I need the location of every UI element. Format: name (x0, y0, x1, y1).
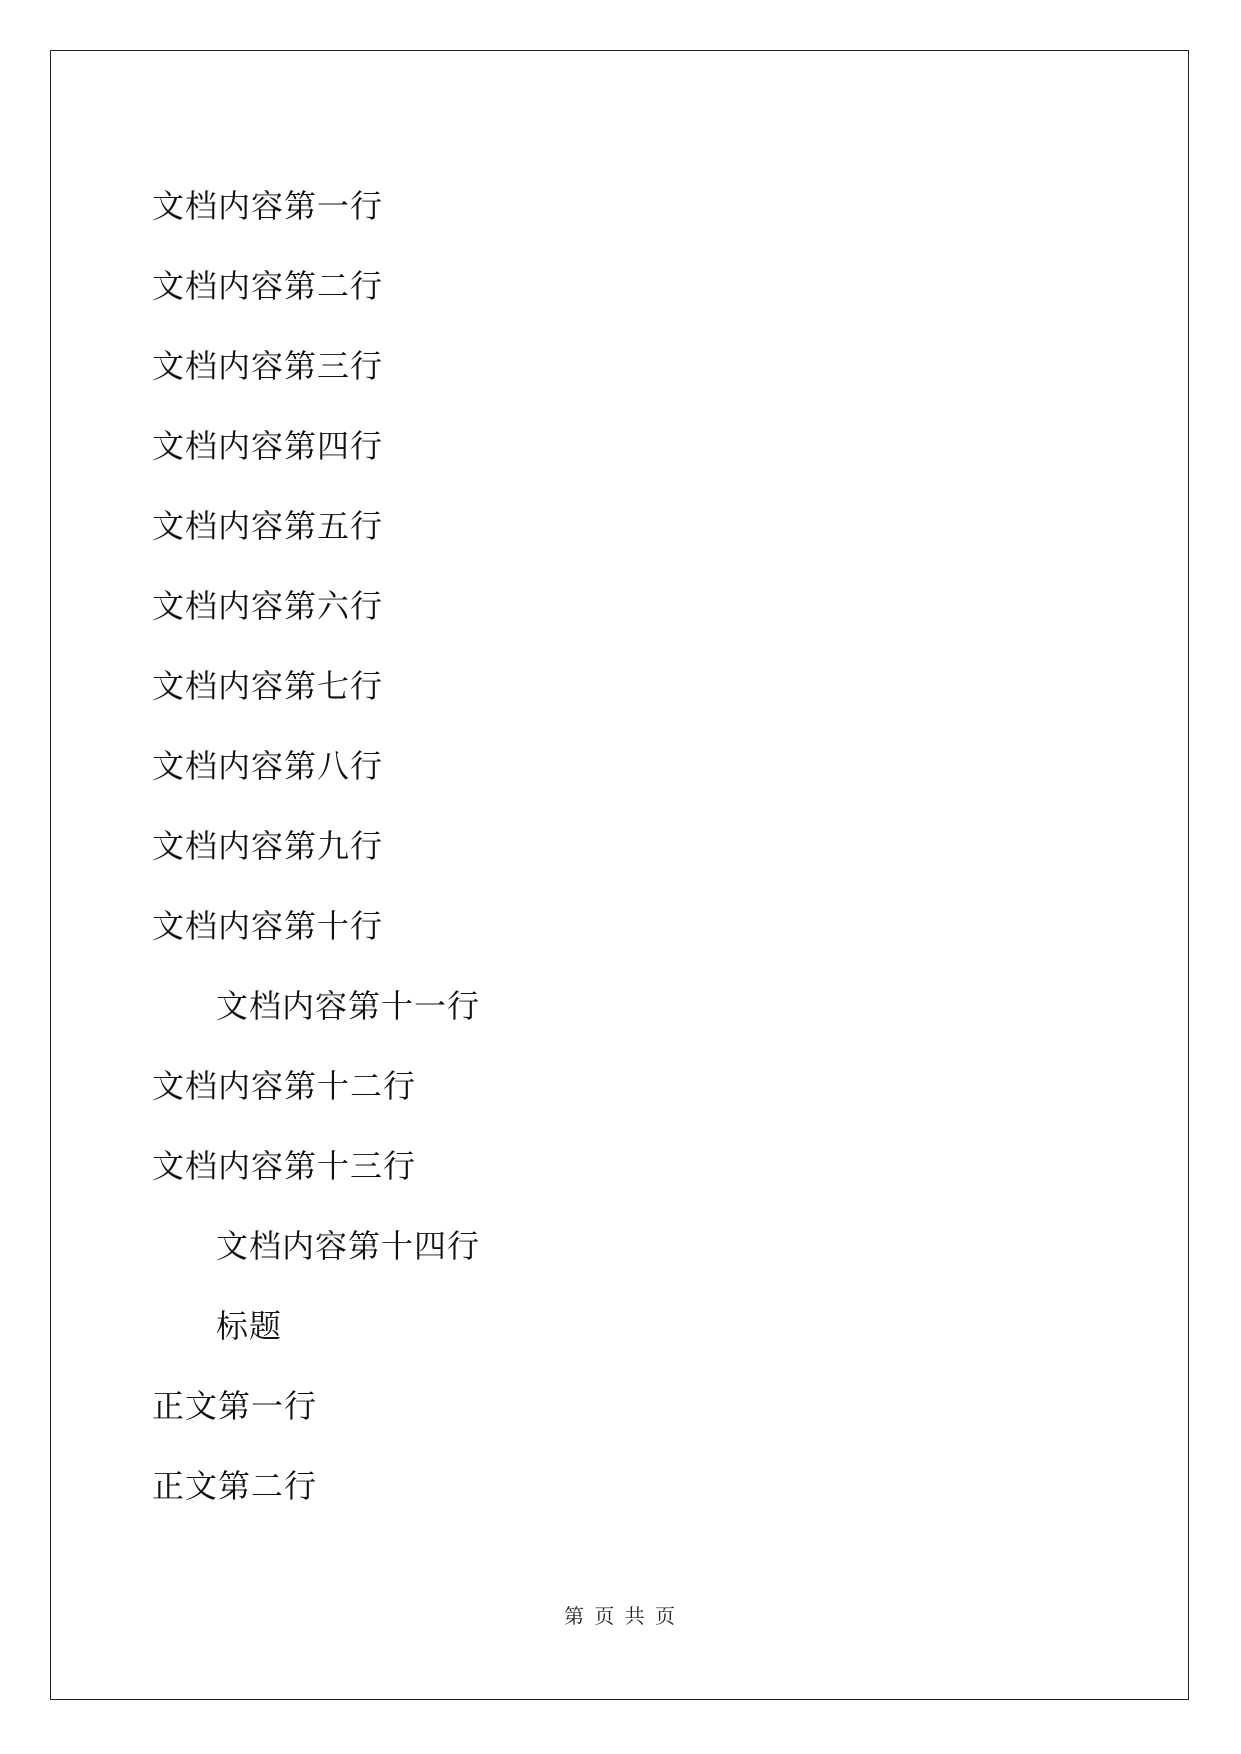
text-line: 文档内容第七行 (152, 667, 384, 705)
text-line: 文档内容第四行 (152, 427, 384, 465)
text-line: 正文第一行 (152, 1387, 318, 1425)
text-line: 文档内容第八行 (152, 747, 384, 785)
document-body (152, 166, 1092, 1526)
text-line: 正文第二行 (152, 1467, 318, 1505)
text-line: 文档内容第十二行 (152, 1067, 417, 1105)
text-line: 文档内容第一行 (152, 187, 384, 225)
text-line: 文档内容第六行 (152, 587, 384, 625)
text-line: 文档内容第十三行 (152, 1147, 417, 1185)
text-line: 文档内容第三行 (152, 347, 384, 385)
text-line: 标题 (216, 1307, 283, 1345)
text-line: 文档内容第十行 (152, 907, 384, 945)
text-line: 文档内容第五行 (152, 507, 384, 545)
section-heading: 文档内容第十四行 (216, 1227, 481, 1265)
text-line: 文档内容第十一行 (216, 987, 481, 1025)
page-number: 第 页 共 页 (563, 1604, 678, 1628)
text-line: 文档内容第二行 (152, 267, 384, 305)
text-line: 文档内容第九行 (152, 827, 384, 865)
